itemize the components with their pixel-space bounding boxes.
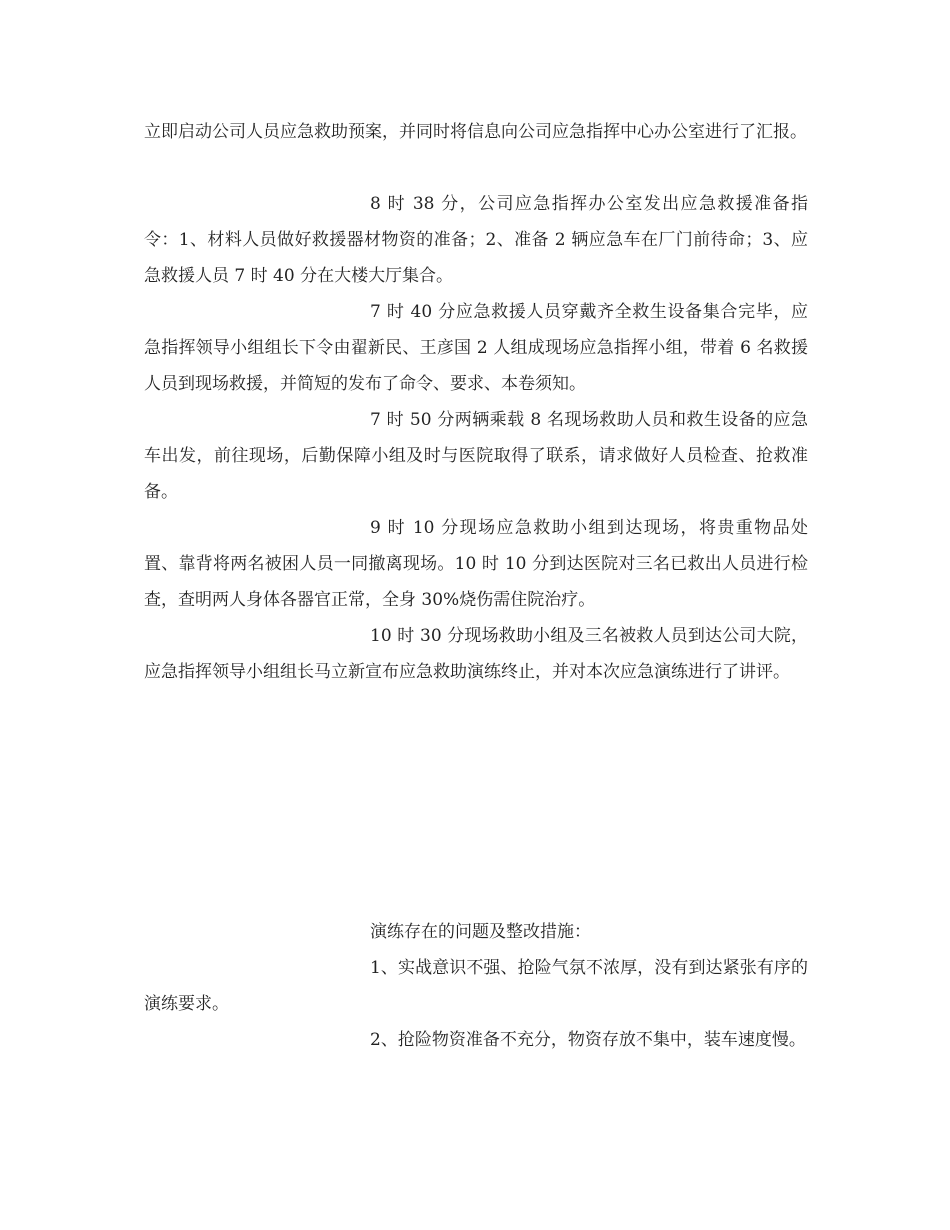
paragraph-0740-assembly: 7 时 40 分应急救援人员穿戴齐全救生设备集合完毕，应急指挥领导小组组长下令由翟新民、王彦国 2 人组成现场应急指挥小组，带着 6 名救援人员到现场救援，并简短的发布了命令、要求、本卷须知。	[144, 302, 808, 394]
paragraph-1030-conclusion: 10 时 30 分现场救助小组及三名被救人员到达公司大院，应急指挥领导小组组长马立新宣布应急救助演练终止，并对本次应急演练进行了讲评。	[144, 626, 808, 682]
problems-heading: 演练存在的问题及整改措施：	[370, 922, 591, 942]
paragraph-0838-instruction: 8 时 38 分，公司应急指挥办公室发出应急救援准备指令：1、材料人员做好救援器材物资的准备；2、准备 2 辆应急车在厂门前待命；3、应急救援人员 7 时 40 分在大楼大厅集合。	[144, 194, 808, 286]
problem-item-2: 2、抢险物资准备不充分，物资存放不集中，装车速度慢。	[370, 1030, 806, 1050]
problem-item-1: 1、实战意识不强、抢险气氛不浓厚，没有到达紧张有序的演练要求。	[144, 958, 808, 1014]
paragraph-0750-departure: 7 时 50 分两辆乘载 8 名现场救助人员和救生设备的应急车出发，前往现场，后勤保障小组及时与医院取得了联系，请求做好人员检查、抢救准备。	[144, 410, 808, 502]
paragraph-emergency-start: 立即启动公司人员应急救助预案，并同时将信息向公司应急指挥中心办公室进行了汇报。	[144, 122, 807, 142]
paragraph-0910-arrival: 9 时 10 分现场应急救助小组到达现场，将贵重物品处置、靠背将两名被困人员一同撤离现场。10 时 10 分到达医院对三名已救出人员进行检查，查明两人身体各器官正常，全身 30%烧伤需住院治疗。	[144, 518, 808, 610]
